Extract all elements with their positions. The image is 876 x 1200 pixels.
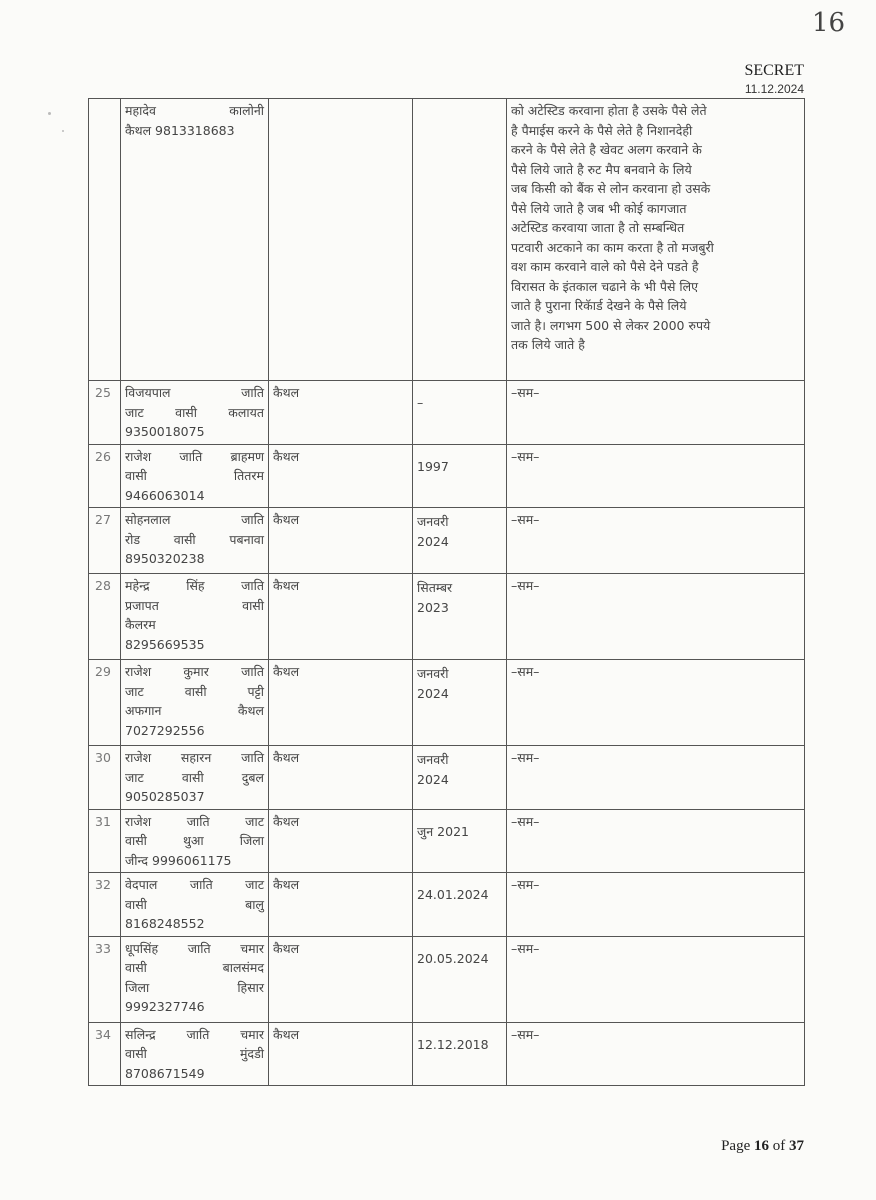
scan-speck [62, 130, 64, 132]
serial-cell: 31 [89, 809, 121, 873]
text-line: जब किसी को बैंक से लोन करवाना हो उसके [511, 181, 711, 196]
text-line: महेन्द्र सिंह जाति [125, 578, 264, 593]
text-line: पटवारी अटकाने का काम करता है तो मजबुरी [511, 239, 714, 255]
text-line: राजेश जाति ब्राहमण [125, 448, 264, 464]
text-line: पैसे लिये जाते है रुट मैप बनवाने के लिये [511, 161, 692, 177]
text-line: रोड वासी पबनावा [125, 531, 264, 547]
name-cell [121, 381, 269, 445]
serial-cell: 27 [89, 508, 121, 574]
text-line: तक लिये जाते है [511, 337, 585, 352]
document-date: 11.12.2024 [744, 82, 804, 96]
text-line: जनवरी [417, 514, 449, 529]
text-line: विजयपाल जाति [125, 385, 264, 400]
serial-cell: 28 [89, 574, 121, 660]
text-line: 12.12.2018 [417, 1036, 489, 1052]
detail-cell: –सम– [507, 381, 805, 445]
text-line: 1997 [417, 458, 449, 474]
records-table-body [89, 99, 805, 1086]
text-line: महादेव कालोनी [125, 103, 264, 118]
name-cell [121, 936, 269, 1022]
serial-cell: 26 [89, 444, 121, 508]
serial-cell [89, 99, 121, 381]
name-cell [121, 444, 269, 508]
place-cell: कैथल [269, 936, 413, 1022]
place-cell: कैथल [269, 1022, 413, 1086]
table-row [89, 936, 805, 1022]
period-cell [413, 873, 507, 937]
page-footer [721, 1138, 804, 1155]
text-line: जाते है। लगभग 500 से लेकर 2000 रुपये [511, 317, 711, 333]
text-line: वासी बालु [125, 896, 264, 912]
table-row [89, 1022, 805, 1086]
serial-cell: 32 [89, 873, 121, 937]
period-cell [413, 574, 507, 660]
text-line: वासी बालसंमद [125, 960, 264, 975]
place-cell: कैथल [269, 746, 413, 810]
text-line: 8295669535 [125, 636, 205, 652]
period-cell [413, 99, 507, 381]
name-cell [121, 1022, 269, 1086]
serial-cell: 25 [89, 381, 121, 445]
detail-cell: –सम– [507, 508, 805, 574]
detail-cell: –सम– [507, 574, 805, 660]
serial-cell: 29 [89, 660, 121, 746]
footer-current-page: 16 [754, 1138, 769, 1154]
detail-cell [507, 99, 805, 381]
period-cell [413, 444, 507, 508]
footer-prefix: Page [721, 1138, 754, 1154]
text-line: वासी मुंदडी [125, 1046, 264, 1061]
text-line: जाट वासी दुबल [125, 769, 264, 785]
table-row [89, 508, 805, 574]
place-cell [269, 99, 413, 381]
text-line: सितम्बर [417, 580, 453, 595]
footer-middle: of [769, 1138, 789, 1154]
text-line: – [417, 395, 424, 410]
period-cell [413, 936, 507, 1022]
text-line: 20.05.2024 [417, 950, 489, 966]
text-line: 2024 [417, 685, 449, 701]
place-cell: कैथल [269, 873, 413, 937]
text-line: 9992327746 [125, 999, 205, 1014]
place-cell: कैथल [269, 381, 413, 445]
text-line: 9350018075 [125, 424, 205, 439]
detail-cell: –सम– [507, 660, 805, 746]
text-line: जनवरी [417, 666, 449, 681]
name-cell [121, 660, 269, 746]
detail-cell: –सम– [507, 936, 805, 1022]
text-line: 9050285037 [125, 789, 205, 804]
records-table [88, 98, 805, 1086]
serial-cell: 33 [89, 936, 121, 1022]
text-line: वेदपाल जाति जाट [125, 877, 264, 892]
table-row [89, 660, 805, 746]
text-line: है पैमाईस करने के पैसे लेते है निशानदेही [511, 122, 693, 138]
text-line: वासी थुआ जिला [125, 833, 264, 848]
table-row [89, 809, 805, 873]
text-line: जाट वासी कलायत [125, 404, 264, 420]
text-line: वश काम करवाने वाले को पैसे देने पडते है [511, 259, 699, 274]
table-row [89, 873, 805, 937]
text-line: पैसे लिये जाते है जब भी कोई कागजात [511, 200, 687, 216]
text-line: जीन्द 9996061175 [125, 852, 232, 868]
place-cell: कैथल [269, 444, 413, 508]
text-line: 8950320238 [125, 551, 205, 566]
text-line: को अटेस्टिड करवाना होता है उसके पैसे लेते [511, 103, 707, 118]
classification-label: SECRET [744, 62, 804, 79]
text-line: 7027292556 [125, 722, 205, 738]
text-line: 9466063014 [125, 487, 205, 503]
text-line: राजेश सहारन जाति [125, 750, 264, 765]
text-line: राजेश जाति जाट [125, 813, 264, 829]
text-line: अफगान कैथल [125, 703, 264, 718]
table-row [89, 574, 805, 660]
table-row [89, 381, 805, 445]
period-cell [413, 746, 507, 810]
table-row [89, 746, 805, 810]
period-cell [413, 1022, 507, 1086]
text-line: जाते है पुराना रिकॅार्ड देखने के पैसे लिये [511, 298, 687, 313]
text-line: सोहनलाल जाति [125, 512, 264, 527]
name-cell [121, 809, 269, 873]
text-line: जुन 2021 [417, 823, 469, 839]
text-line: 24.01.2024 [417, 887, 489, 902]
table-row [89, 444, 805, 508]
detail-cell: –सम– [507, 809, 805, 873]
footer-total-pages: 37 [789, 1138, 804, 1154]
text-line: 2023 [417, 599, 449, 615]
text-line: 2024 [417, 771, 449, 787]
text-line: कैलरम [125, 617, 156, 632]
text-line: वासी तितरम [125, 468, 264, 483]
table-row-continued [89, 99, 805, 381]
text-line: 8708671549 [125, 1065, 205, 1081]
place-cell: कैथल [269, 660, 413, 746]
name-cell [121, 99, 269, 381]
place-cell: कैथल [269, 574, 413, 660]
text-line: प्रजापत वासी [125, 597, 264, 613]
detail-cell: –सम– [507, 1022, 805, 1086]
detail-cell: –सम– [507, 444, 805, 508]
text-line: जाट वासी पट्टी [125, 683, 264, 699]
text-line: सलिन्द्र जाति चमार [125, 1026, 264, 1042]
period-cell [413, 660, 507, 746]
text-line: जनवरी [417, 752, 449, 767]
text-line: 2024 [417, 533, 449, 549]
text-line: जिला हिसार [125, 979, 264, 995]
detail-cell: –सम– [507, 873, 805, 937]
text-line: अटेस्टिड करवाया जाता है तो सम्बन्धित [511, 220, 685, 235]
period-cell [413, 381, 507, 445]
period-cell [413, 508, 507, 574]
name-cell [121, 508, 269, 574]
text-line: करने के पैसे लेते है खेवट अलग करवाने के [511, 142, 702, 157]
text-line: राजेश कुमार जाति [125, 664, 264, 679]
text-line: 8168248552 [125, 916, 205, 931]
text-line: धूपसिंह जाति चमार [125, 940, 264, 956]
period-cell [413, 809, 507, 873]
name-cell [121, 873, 269, 937]
name-cell [121, 574, 269, 660]
place-cell: कैथल [269, 508, 413, 574]
text-line: कैथल 9813318683 [125, 122, 235, 138]
handwritten-page-number: 16 [812, 8, 846, 38]
place-cell: कैथल [269, 809, 413, 873]
serial-cell: 30 [89, 746, 121, 810]
detail-cell: –सम– [507, 746, 805, 810]
scan-speck [48, 112, 51, 115]
text-line: विरासत के इंतकाल चढाने के भी पैसे लिए [511, 278, 699, 294]
name-cell [121, 746, 269, 810]
serial-cell: 34 [89, 1022, 121, 1086]
